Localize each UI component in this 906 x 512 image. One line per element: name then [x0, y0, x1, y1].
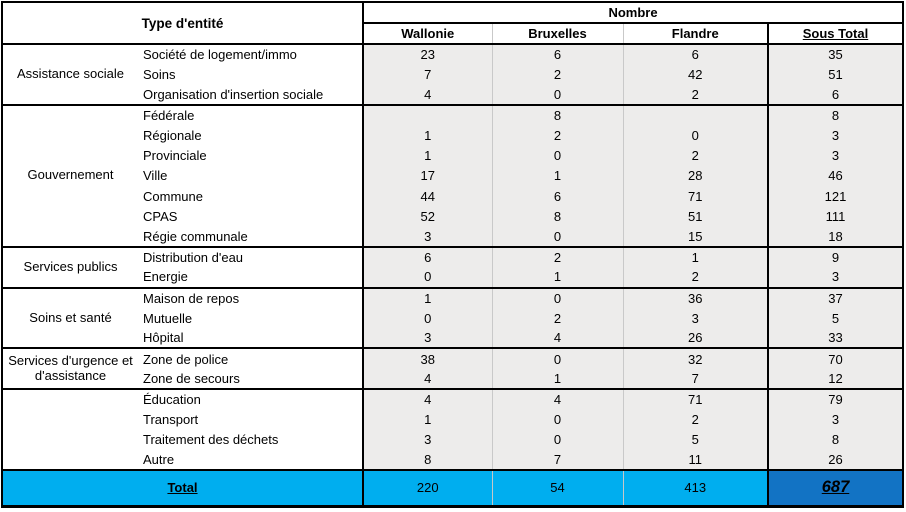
- value-cell: 3: [363, 430, 492, 450]
- value-cell: 3: [363, 227, 492, 247]
- value-cell: 6: [363, 247, 492, 267]
- table-row: [2, 186, 903, 206]
- sous-total-cell: 46: [768, 166, 903, 186]
- value-cell: 1: [492, 369, 623, 389]
- value-cell: [363, 105, 492, 125]
- entity-type-label: Zone de police: [138, 348, 363, 368]
- value-cell: 2: [623, 145, 768, 165]
- group-label: Assistance sociale: [2, 44, 138, 105]
- value-cell: 6: [623, 44, 768, 64]
- value-cell: 7: [492, 450, 623, 470]
- entity-type-label: Distribution d'eau: [138, 247, 363, 267]
- sous-total-cell: 121: [768, 186, 903, 206]
- value-cell: 0: [492, 348, 623, 368]
- group-label: Gouvernement: [2, 105, 138, 247]
- sous-total-cell: 3: [768, 267, 903, 287]
- entity-type-label: Hôpital: [138, 328, 363, 348]
- value-cell: 2: [492, 308, 623, 328]
- value-cell: 1: [363, 125, 492, 145]
- table-row: [2, 247, 903, 267]
- total-bruxelles: 54: [492, 470, 623, 506]
- entity-type-label: Autre: [138, 450, 363, 470]
- total-wallonie: 220: [363, 470, 492, 506]
- value-cell: 4: [363, 369, 492, 389]
- sous-total-cell: 6: [768, 85, 903, 105]
- sous-total-cell: 8: [768, 105, 903, 125]
- entity-type-label: Ville: [138, 166, 363, 186]
- entity-type-label: Provinciale: [138, 145, 363, 165]
- sous-total-cell: 12: [768, 369, 903, 389]
- sous-total-cell: 5: [768, 308, 903, 328]
- value-cell: 1: [363, 288, 492, 308]
- entity-type-label: Société de logement/immo: [138, 44, 363, 64]
- table-row: [2, 166, 903, 186]
- value-cell: 52: [363, 206, 492, 226]
- value-cell: 8: [363, 450, 492, 470]
- value-cell: 32: [623, 348, 768, 368]
- entity-type-label: Zone de secours: [138, 369, 363, 389]
- header-row-top: [2, 2, 903, 23]
- value-cell: 1: [363, 409, 492, 429]
- value-cell: 4: [492, 389, 623, 409]
- value-cell: 5: [623, 430, 768, 450]
- sous-total-cell: 3: [768, 125, 903, 145]
- value-cell: 2: [492, 125, 623, 145]
- value-cell: 2: [623, 409, 768, 429]
- grand-total: 687: [768, 470, 903, 506]
- value-cell: 23: [363, 44, 492, 64]
- value-cell: 26: [623, 328, 768, 348]
- table-row: [2, 308, 903, 328]
- total-label: Total: [2, 470, 363, 506]
- value-cell: 8: [492, 206, 623, 226]
- sous-total-cell: 3: [768, 145, 903, 165]
- value-cell: 36: [623, 288, 768, 308]
- entity-type-label: Régionale: [138, 125, 363, 145]
- table-row: [2, 288, 903, 308]
- value-cell: 1: [492, 267, 623, 287]
- sous-total-cell: 70: [768, 348, 903, 368]
- value-cell: 0: [492, 145, 623, 165]
- total-row: [2, 470, 903, 506]
- value-cell: 71: [623, 186, 768, 206]
- sous-total-cell: 111: [768, 206, 903, 226]
- entity-type-label: Éducation: [138, 389, 363, 409]
- column-header-nombre: Nombre: [363, 2, 903, 23]
- value-cell: 51: [623, 206, 768, 226]
- value-cell: 2: [623, 85, 768, 105]
- table-body: [2, 44, 903, 470]
- entity-type-label: Transport: [138, 409, 363, 429]
- sous-total-cell: 18: [768, 227, 903, 247]
- value-cell: 44: [363, 186, 492, 206]
- value-cell: 0: [363, 308, 492, 328]
- value-cell: 6: [492, 186, 623, 206]
- sous-total-cell: 9: [768, 247, 903, 267]
- table-row: [2, 389, 903, 409]
- table-row: [2, 430, 903, 450]
- entity-type-label: Soins: [138, 64, 363, 84]
- entity-type-label: Mutuelle: [138, 308, 363, 328]
- entity-type-label: Maison de repos: [138, 288, 363, 308]
- value-cell: 0: [492, 409, 623, 429]
- entity-type-label: Organisation d'insertion sociale: [138, 85, 363, 105]
- sous-total-cell: 3: [768, 409, 903, 429]
- value-cell: 17: [363, 166, 492, 186]
- entity-type-label: Fédérale: [138, 105, 363, 125]
- sous-total-cell: 35: [768, 44, 903, 64]
- value-cell: 0: [492, 430, 623, 450]
- value-cell: 15: [623, 227, 768, 247]
- total-flandre: 413: [623, 470, 768, 506]
- value-cell: 4: [363, 85, 492, 105]
- column-header-wallonie: Wallonie: [363, 23, 492, 44]
- group-label: Services publics: [2, 247, 138, 288]
- sous-total-cell: 8: [768, 430, 903, 450]
- sous-total-cell: 26: [768, 450, 903, 470]
- table-row: [2, 369, 903, 389]
- entity-type-label: Energie: [138, 267, 363, 287]
- entity-type-label: CPAS: [138, 206, 363, 226]
- value-cell: 42: [623, 64, 768, 84]
- table-row: [2, 145, 903, 165]
- value-cell: 4: [492, 328, 623, 348]
- value-cell: 3: [623, 308, 768, 328]
- value-cell: 2: [492, 64, 623, 84]
- value-cell: 7: [623, 369, 768, 389]
- value-cell: 0: [623, 125, 768, 145]
- table-row: [2, 125, 903, 145]
- value-cell: 71: [623, 389, 768, 409]
- value-cell: 8: [492, 105, 623, 125]
- value-cell: 0: [492, 288, 623, 308]
- table-row: [2, 227, 903, 247]
- value-cell: 1: [363, 145, 492, 165]
- entity-type-label: Traitement des déchets: [138, 430, 363, 450]
- value-cell: 38: [363, 348, 492, 368]
- column-header-sous-total: Sous Total: [768, 23, 903, 44]
- value-cell: 4: [363, 389, 492, 409]
- table-row: [2, 267, 903, 287]
- table-row: [2, 85, 903, 105]
- table-row: [2, 44, 903, 64]
- value-cell: 11: [623, 450, 768, 470]
- table-row: [2, 206, 903, 226]
- value-cell: 0: [492, 227, 623, 247]
- value-cell: 1: [492, 166, 623, 186]
- table-row: [2, 450, 903, 470]
- table-row: [2, 328, 903, 348]
- table-row: [2, 348, 903, 368]
- group-label: Soins et santé: [2, 288, 138, 349]
- column-header-type-entite: Type d'entité: [2, 2, 363, 44]
- value-cell: 2: [623, 267, 768, 287]
- value-cell: 28: [623, 166, 768, 186]
- group-label: [2, 389, 138, 470]
- table-row: [2, 409, 903, 429]
- sous-total-cell: 79: [768, 389, 903, 409]
- value-cell: 7: [363, 64, 492, 84]
- table-row: [2, 64, 903, 84]
- entity-table: [1, 1, 904, 508]
- value-cell: 1: [623, 247, 768, 267]
- sous-total-cell: 51: [768, 64, 903, 84]
- value-cell: 3: [363, 328, 492, 348]
- column-header-flandre: Flandre: [623, 23, 768, 44]
- group-label: Services d'urgence et d'assistance: [2, 348, 138, 389]
- value-cell: [623, 105, 768, 125]
- value-cell: 0: [363, 267, 492, 287]
- entity-type-label: Commune: [138, 186, 363, 206]
- sous-total-cell: 33: [768, 328, 903, 348]
- value-cell: 0: [492, 85, 623, 105]
- sous-total-cell: 37: [768, 288, 903, 308]
- value-cell: 6: [492, 44, 623, 64]
- table-row: [2, 105, 903, 125]
- value-cell: 2: [492, 247, 623, 267]
- entity-type-label: Régie communale: [138, 227, 363, 247]
- column-header-bruxelles: Bruxelles: [492, 23, 623, 44]
